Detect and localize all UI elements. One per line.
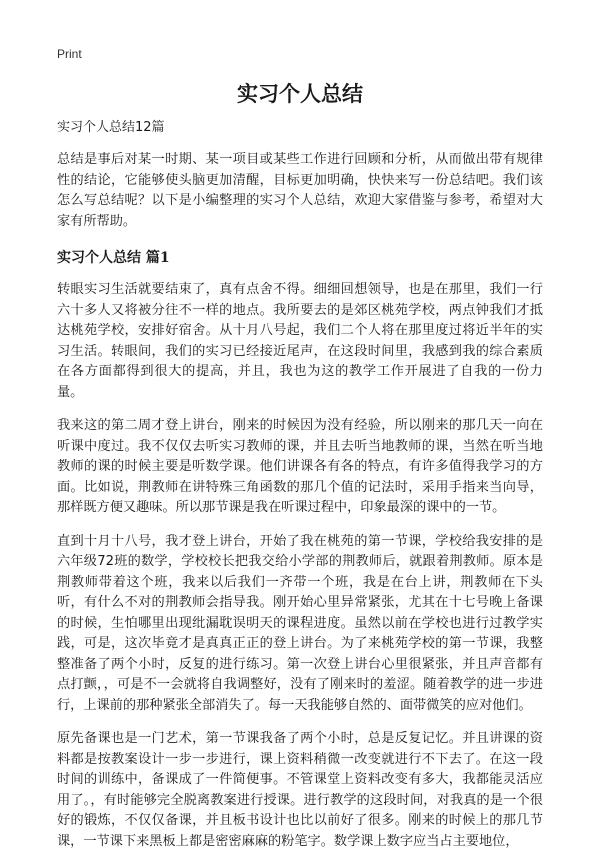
body-paragraph: 原先备课也是一门艺术，第一节课我备了两个小时，总是反复记忆。并且讲课的资料都是按教案设计一步一步进行，课上资料稍微一改变就进行不下去了。在这一段时间的训练中，备课成了一件简便事。不管课堂上资料改变有多大，我都能灵活应用了。，有时能够完全脱离教案进行授课。进行教学的这段时间，对我真的是一个很好的锻炼，不仅仅备课，并且板书设计也比以前好了很多。刚来的时候上的那几节课，一节课下来黑板上都是密密麻麻的粉笔字。数学课上数字应当占主要地位，	[57, 731, 543, 849]
page-title: 实习个人总结	[237, 82, 363, 106]
body-paragraph: 我来这的第二周才登上讲台，刚来的时候因为没有经验，所以刚来的那几天一向在听课中度过。我不仅仅去听实习教师的课，并且去听当地教师的课，当然在听当地教师的课的时候主要是听数学课。他们讲课各有各的特点，有许多值得我学习的方面。比如说，荆教师在讲特殊三角函数的那几个值的记法时，采用手指来当向导，那样既方便又趣味。所以那节课是我在听课过程中，印象最深的课中的一节。	[57, 418, 543, 515]
document-subtitle: 实习个人总结12篇	[57, 120, 165, 135]
document-body	[57, 118, 543, 865]
body-paragraph: 转眼实习生活就要结束了，真有点舍不得。细细回想领导，也是在那里，我们一行六十多人又将被分往不一样的地点。我所要去的是郊区桃苑学校，两点钟我们才抵达桃苑学校，安排好宿舍。从十月八号起，我们二个人将在那里度过将近半年的实习生活。转眼间，我们的实习已经接近尾声，在这段时间里，我感到我的综合素质在各方面都得到很大的提高，并且，我也为这的教学工作开展进了自我的一份力量。	[57, 282, 543, 400]
print-link[interactable]: Print	[57, 47, 82, 61]
section-heading: 实习个人总结 篇1	[57, 250, 170, 266]
body-paragraph: 直到十月十八号，我才登上讲台，开始了我在桃苑的第一节课，学校给我安排的是六年级72班的数学，学校校长把我交给小学部的荆教师后，就跟着荆教师。原本是荆教师带着这个班，我来以后我们一齐带一个班，我是在台上讲，荆教师在下头听，有什么不对的荆教师会指导我。刚开始心里异常紧张，尤其在十七号晚上备课的时候，生怕哪里出现纰漏耽误明天的课程进度。虽然以前在学校也进行过教学实践，可是，这次毕竟才是真真正正的登上讲台。为了来桃苑学校的第一节课，我整整准备了两个小时，反复的进行练习。第一次登上讲台心里很紧张，并且声音都有点打颤，，可是不一会就将自我调整好，没有了刚来时的羞涩。随着教学的进一步进行，上课前的那种紧张全部消失了。每一天我能够自然的、面带微笑的应对他们。	[57, 533, 543, 713]
intro-paragraph: 总结是事后对某一时期、某一项目或某些工作进行回顾和分析，从而做出带有规律性的结论，它能够使头脑更加清醒，目标更加明确，快快来写一份总结吧。我们该怎么写总结呢？以下是小编整理的实习个人总结，欢迎大家借鉴与参考，希望对大家有所帮助。	[57, 152, 543, 229]
